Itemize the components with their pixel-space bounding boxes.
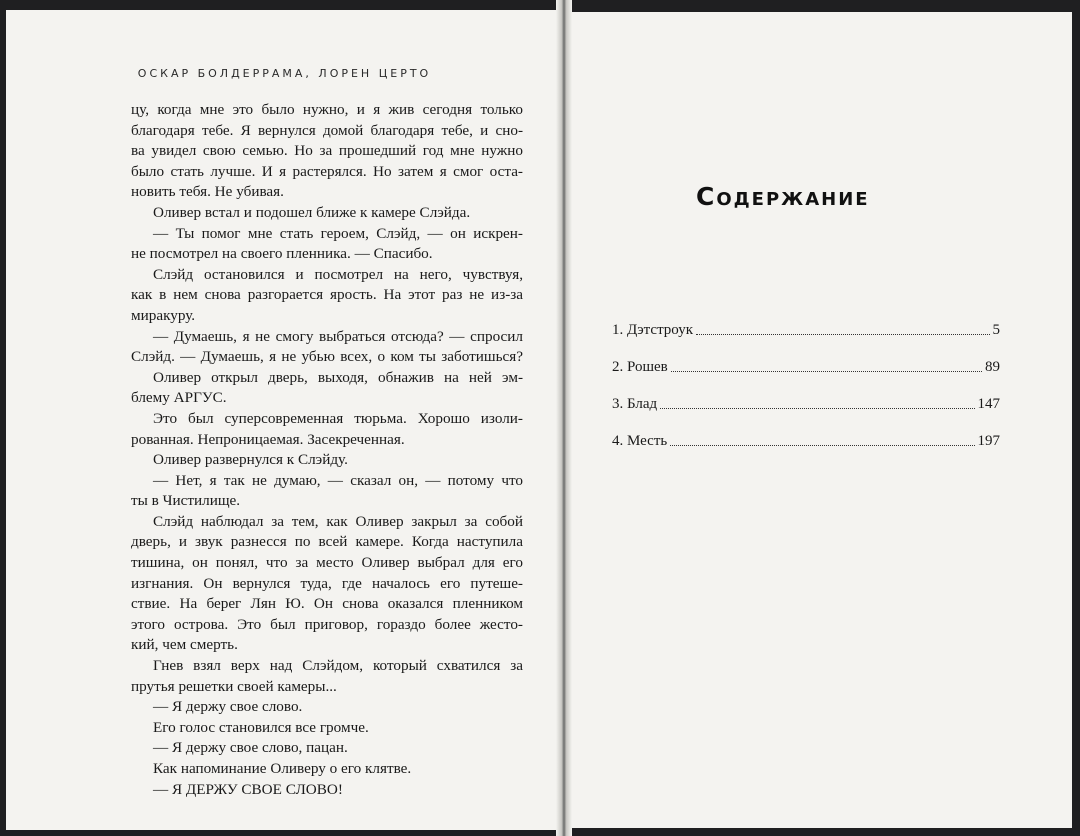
right-page — [566, 12, 1072, 828]
text-line: Оливер открыл дверь, выходя, обнажив на ней эм- — [153, 368, 523, 386]
text-line: прутья решетки своей камеры... — [131, 677, 337, 695]
toc-entry — [612, 339, 1000, 376]
text-line: — Я держу свое слово, пацан. — [153, 739, 348, 757]
text-line: тишина, он понял, что за место Оливер выбрал для его — [131, 554, 523, 572]
left-page — [6, 10, 563, 830]
text-line: рованная. Непроницаемая. Засекреченная. — [131, 430, 405, 448]
text-line: Его голос становился все громче. — [153, 718, 369, 736]
text-line: изгнания. Он вернулся туда, где началось его путеше- — [131, 574, 523, 592]
text-line: — Нет, я так не думаю, — сказал он, — потому что — [153, 471, 523, 489]
toc-entry-label: 1. Дэтстроук — [612, 322, 694, 338]
text-line: Слэйд. — Думаешь, я не убью всех, о ком ты заботишься? — [131, 348, 523, 366]
toc-leader-dots — [660, 408, 974, 409]
book-gutter — [556, 0, 572, 836]
toc-entry — [612, 302, 1000, 339]
text-line: — Я держу свое слово. — [153, 698, 303, 716]
page-body-text — [131, 100, 523, 800]
text-line: Оливер встал и подошел ближе к камере Слэйда. — [153, 203, 471, 221]
text-line: Гнев взял верх над Слэйдом, который схватился за — [153, 657, 523, 675]
text-line: ты в Чистилище. — [131, 492, 241, 510]
text-line: Слэйд наблюдал за тем, как Оливер закрыл за собой — [153, 512, 523, 530]
toc-title: Содержание — [696, 182, 870, 211]
text-line: этого острова. Это был приговор, гораздо более жесто- — [131, 615, 523, 633]
toc-leader-dots — [670, 445, 974, 446]
text-line: не посмотрел на своего пленника. — Спасибо. — [131, 245, 433, 263]
toc-entry-label: 2. Рошев — [612, 359, 668, 375]
toc-entry-page: 197 — [977, 433, 1000, 449]
toc-entry-page: 89 — [985, 359, 1000, 375]
toc-entry — [612, 376, 1000, 413]
toc-leader-dots — [671, 371, 982, 372]
text-line: — Я ДЕРЖУ СВОЕ СЛОВО! — [153, 780, 343, 798]
text-line: блему АРГУС. — [131, 389, 227, 407]
toc-entry — [612, 413, 1000, 450]
text-line: новить тебя. Не убивая. — [131, 183, 284, 201]
text-line: цу, когда мне это было нужно, и я жив сегодня только — [131, 101, 523, 118]
text-line: ва увидел свою семью. Но за прошедший год мне нужно — [131, 142, 523, 160]
text-line: — Ты помог мне стать героем, Слэйд, — он искрен- — [153, 224, 523, 242]
text-line: благодаря тебе. Я вернулся домой благодаря тебе, и сно- — [131, 121, 523, 139]
text-line: кий, чем смерть. — [131, 636, 238, 654]
text-line: как в нем снова разгорается ярость. На этот раз не из-за — [131, 286, 523, 304]
toc-entry-label: 3. Блад — [612, 396, 658, 412]
toc-entry-page: 5 — [992, 322, 1000, 338]
text-line: Как напоминание Оливеру о его клятве. — [153, 760, 412, 777]
table-of-contents — [612, 302, 1000, 450]
text-line: ствие. На берег Лян Ю. Он снова оказался пленником — [131, 595, 523, 613]
text-line: было стать лучше. И я растерялся. Но затем я смог оста- — [131, 162, 523, 180]
text-line: — Думаешь, я не смогу выбраться отсюда? — спросил — [153, 327, 523, 345]
toc-entry-page: 147 — [977, 396, 1000, 412]
text-line: Это был суперсовременная тюрьма. Хорошо изоли- — [153, 409, 523, 427]
text-line: Оливер развернулся к Слэйду. — [153, 451, 348, 469]
toc-leader-dots — [696, 334, 989, 335]
running-head: ОСКАР БОЛДЕРРАМА, ЛОРЕН ЦЕРТО — [137, 67, 432, 80]
text-line: дверь, и звук разнесся по всей камере. Когда наступила — [131, 533, 523, 551]
toc-entry-label: 4. Месть — [612, 433, 668, 449]
text-line: миракуру. — [131, 306, 196, 324]
text-line: Слэйд остановился и посмотрел на него, чувствуя, — [153, 265, 523, 283]
